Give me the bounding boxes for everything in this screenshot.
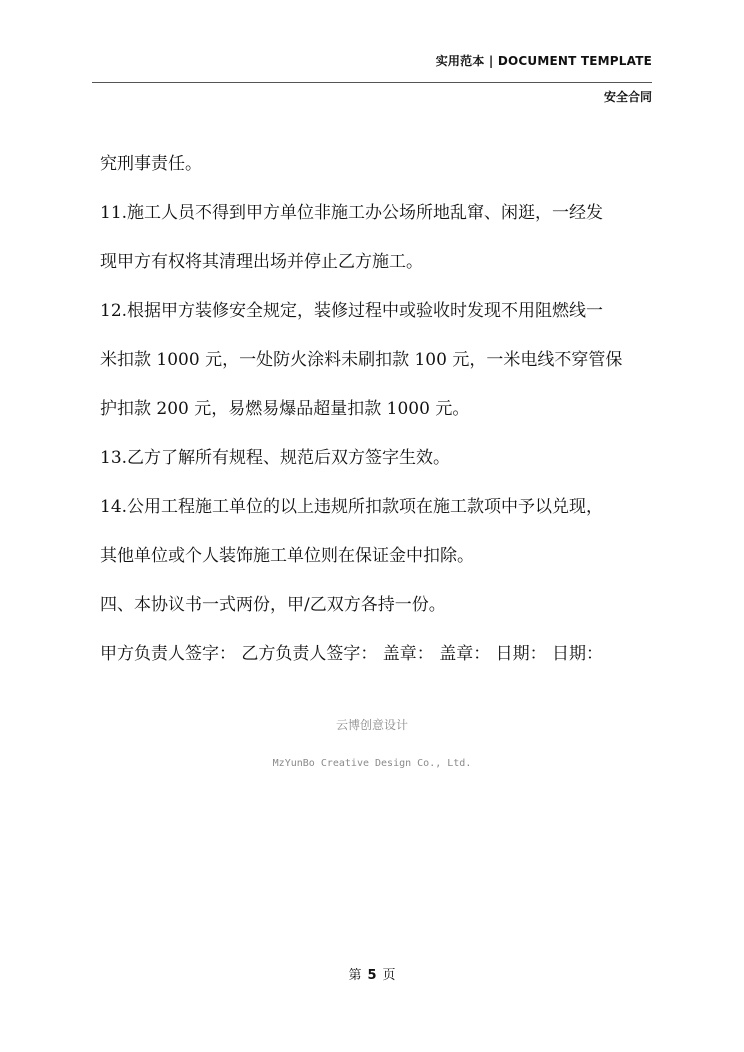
page-number-value: 5	[367, 968, 377, 983]
body-line: 13.乙方了解所有规程、规范后双方签字生效。	[100, 448, 451, 468]
page-number-prefix: 第	[348, 968, 362, 983]
body-line: 现甲方有权将其清理出场并停止乙方施工。	[100, 252, 423, 272]
body-line: 12.根据甲方装修安全规定，装修过程中或验收时发现不用阻燃线一	[100, 301, 604, 321]
document-type-label: 安全合同	[603, 90, 652, 104]
page-number-suffix: 页	[382, 968, 396, 983]
body-line: 四、本协议书一式两份，甲/乙双方各持一份。	[100, 595, 446, 615]
body-line: 米扣款 1000 元，一处防火涂料未刷扣款 100 元，一米电线不穿管保	[100, 350, 623, 370]
body-line: 14.公用工程施工单位的以上违规所扣款项在施工款项中予以兑现，	[100, 497, 604, 517]
signature-line: 甲方负责人签字： 乙方负责人签字： 盖章： 盖章： 日期： 日期：	[100, 644, 604, 664]
body-line: 护扣款 200 元，易燃易爆品超量扣款 1000 元。	[100, 399, 470, 419]
contract-body	[100, 140, 660, 679]
body-line: 其他单位或个人装饰施工单位则在保证金中扣除。	[100, 546, 474, 566]
footer-company-name-cn: 云博创意设计	[335, 718, 408, 732]
page-number	[0, 964, 744, 983]
body-line: 究刑事责任。	[100, 154, 202, 174]
document-header-title: 实用范本 | DOCUMENT TEMPLATE	[435, 54, 652, 68]
header-divider	[92, 82, 652, 83]
body-line: 11.施工人员不得到甲方单位非施工办公场所地乱窜、闲逛，一经发	[100, 203, 604, 223]
footer-company-name-en: MzYunBo Creative Design Co., Ltd.	[272, 758, 472, 769]
